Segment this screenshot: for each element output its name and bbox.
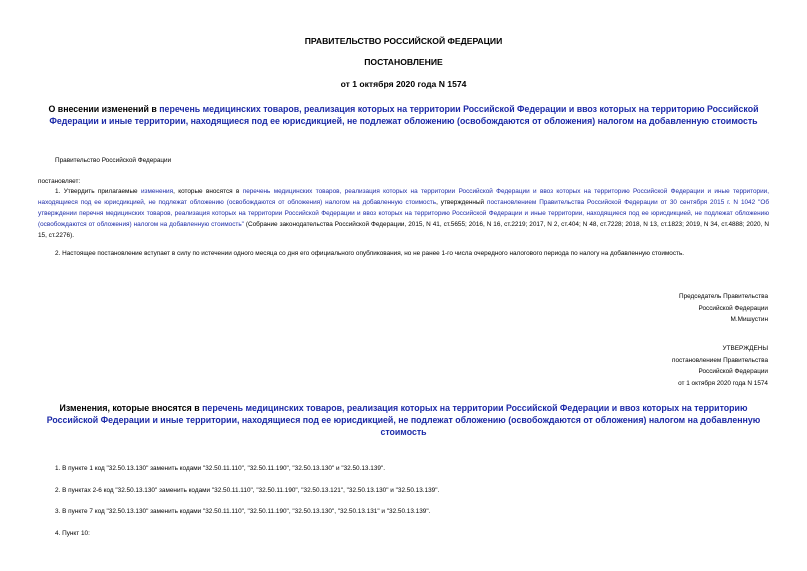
changes-title [40, 402, 767, 438]
government-heading: ПРАВИТЕЛЬСТВО РОССИЙСКОЙ ФЕДЕРАЦИИ [304, 36, 503, 46]
change-item-2: 2. В пунктах 2-6 код "32.50.13.130" заменить кодами "32.50.11.110", "32.50.11.190", "32.50.13.121", "32.50.13.130" и "32.50.13.139". [55, 487, 440, 494]
intro-text: Правительство Российской Федерации [55, 157, 172, 164]
p1-text-2: , которые вносятся в [173, 188, 243, 195]
approval-line-3: Российской Федерации [698, 368, 768, 375]
p1-text-4: (Собрание законодательства Российской Федерации, 2015, N 41, ст.5655; 2016, N 16, ст.2219; 2017, N 2, ст.404; N 48, ст.7228; 2018, N 13, ст.1823; 2019, N 34, ст.4888; 2020, N 15, ст.2276). [38, 221, 769, 239]
decree-word: постановляет: [38, 178, 81, 185]
change-item-3: 3. В пункте 7 код "32.50.13.130" заменить кодами "32.50.11.110", "32.50.11.190", "32.50.13.130", "32.50.13.131" и "32.50.13.139". [55, 508, 431, 515]
signature-line-2: Российской Федерации [698, 304, 768, 312]
paragraph-1 [38, 186, 769, 241]
p1-link-changes[interactable]: изменения [140, 188, 174, 195]
approval-line-1: УТВЕРЖДЕНЫ [722, 345, 768, 352]
change-item-1: 1. В пункте 1 код "32.50.13.130" заменить кодами "32.50.11.110", "32.50.11.190", "32.50.13.130" и "32.50.13.139". [55, 465, 385, 472]
paragraph-2: 2. Настоящее постановление вступает в силу по истечении одного месяца со дня его официального опубликования, но не ранее 1-го числа очередного налогового периода по налогу на добавленную стоимость. [55, 250, 685, 257]
approval-line-2: постановлением Правительства [672, 356, 768, 364]
signature-name: М.Мишустин [730, 316, 768, 323]
approval-line-4: от 1 октября 2020 года N 1574 [678, 379, 768, 387]
document-date-number: от 1 октября 2020 года N 1574 [340, 79, 467, 89]
signature-block [679, 291, 768, 326]
changes-title-link[interactable]: перечень медицинских товаров, реализация которых на территории Российской Федерации и ввоз которых на территорию Российской Федерации и иные территории, находящиеся под ее юрисдикцией, не подлежат обложению (освобождаются от обложения) налогом на добавленную стоимость [46, 403, 761, 437]
p1-text-1: 1. Утвердить прилагаемые [55, 188, 141, 195]
p1-text-3: , утвержденный [436, 199, 488, 206]
approval-block [672, 343, 768, 389]
change-item-4: 4. Пункт 10: [55, 530, 90, 537]
document-type: ПОСТАНОВЛЕНИЕ [364, 57, 443, 67]
title-link[interactable]: перечень медицинских товаров, реализация которых на территории Российской Федерации и ввоз которых на территорию Российской Федерации и иные территории, находящиеся под ее юрисдикцией, не подлежат обложению (освобождаются от обложения) налогом на добавленную стоимость [49, 104, 759, 126]
p1-link-list[interactable]: перечень медицинских товаров, реализация которых на территории Российской Федерации и ввоз которых на территорию Российской Федерации и иные территории, находящиеся под ее юрисдикцией, не подлежат обложению (освобождаются от обложения) налогом на добавленную стоимость [38, 188, 770, 206]
title-prefix: О внесении изменений в [48, 104, 160, 114]
changes-title-prefix: Изменения, которые вносятся в [59, 403, 203, 413]
document-title [30, 103, 777, 127]
signature-line-1: Председатель Правительства [679, 293, 768, 300]
p1-link-resolution[interactable]: постановлением Правительства Российской Федерации от 30 сентября 2015 г. N 1042 "Об утверждении перечня медицинских товаров, реализация которых на территории Российской Федерации и ввоз которых на территорию Российской Федерации и иные территории, находящиеся под ее юрисдикцией, не подлежат обложению (освобождаются от обложения) налогом на добавленную стоимость" [38, 199, 769, 228]
